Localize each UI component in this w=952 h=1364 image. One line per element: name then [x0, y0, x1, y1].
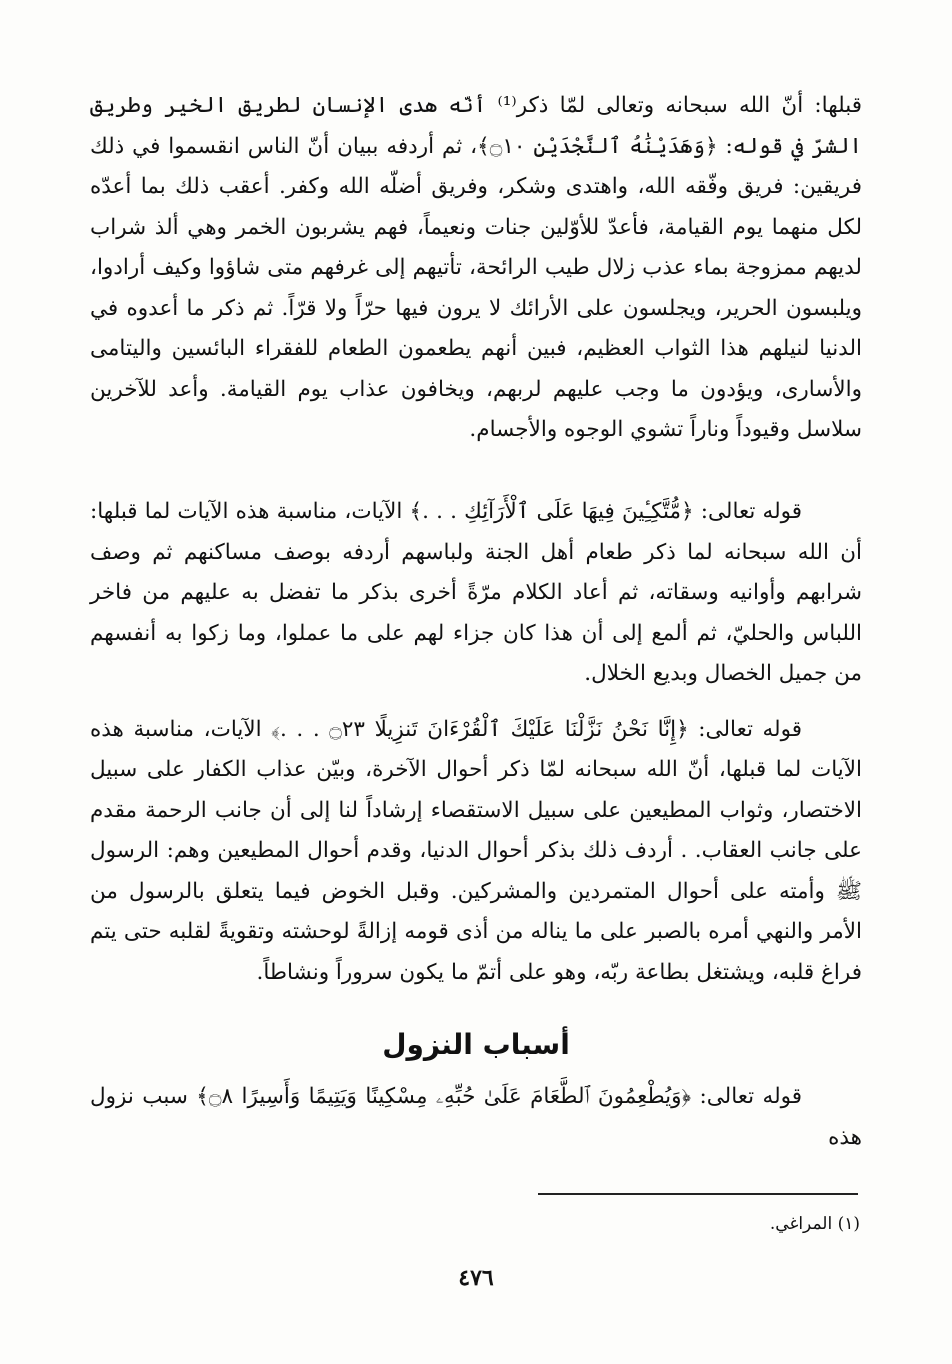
footnote: (١) المراغي. [769, 1214, 860, 1234]
page-number: ٤٧٦ [458, 1265, 494, 1291]
footnote-divider [538, 1193, 858, 1195]
paragraph-1: قبلها: أنّ الله سبحانه وتعالى لمّا ذكر⁽¹⁾ أنّه هدى الإنسان لطريق الخير وطريق الشرّ في قوله: ﴿وَهَدَيْنَٰهُ ٱلنَّجْدَيْنِ ۝١٠﴾، ثم أردفه ببيان أنّ الناس انقسموا في ذلك فريقين: فريق وفّقه الله، واهتدى وشكر، وفريق أضلّه الله وكفر. أعقب ذلك بما أعدّه لكل منهما يوم القيامة، فأعدّ للأوّلين جنات ونعيماً، فهم يشربون الخمر وهي ألذ شراب لديهم ممزوجة بماء عذب زلال طيب الرائحة، تأتيهم إلى غرفهم متى شاؤوا وكيف أرادوا، ويلبسون الحرير، ويجلسون على الأرائك لا يرون فيها حرّاً ولا قرّاً. ثم ذكر ما أعدوه في الدنيا لنيلهم هذا الثواب العظيم، فبين أنهم يطعمون الطعام للفقراء البائسين واليتامى والأسارى، ويؤدون ما وجب عليهم لربهم، ويخافون عذاب يوم القيامة. وأعد للآخرين سلاسل وقيوداً وناراً تشوي الوجوه والأجسام. [90, 93, 862, 442]
section-heading: أسباب النزول [382, 1028, 570, 1061]
paragraph-2: قوله تعالى: ﴿مُّتَّكِـِٔينَ فِيهَا عَلَى ٱلْأَرَآئِكِ . . .﴾ الآيات، مناسبة هذه الآيات لما قبلها: أن الله سبحانه لما ذكر طعام أهل الجنة ولباسهم أردفه بوصف مساكنهم ثم وصف شرابهم وأوانيه وسقاته، ثم أعاد الكلام مرّةً أخرى بذكر ما تفضل به عليهم من فاخر اللباس والحليّ، ثم ألمع إلى أن هذا كان جزاء لهم على ما عملوا، وما زكوا به أنفسهم من جميل الخصال وبديع الخلال. [90, 499, 862, 686]
page-body [90, 86, 862, 1158]
paragraph-4: قوله تعالى: ﴿وَيُطْعِمُونَ ٱلطَّعَامَ عَلَىٰ حُبِّهِۦ مِسْكِينًا وَيَتِيمًا وَأَسِيرًا ۝٨﴾ سبب نزول هذه [90, 1084, 862, 1150]
paragraph-3: قوله تعالى: ﴿إِنَّا نَحْنُ نَزَّلْنَا عَلَيْكَ ٱلْقُرْءَانَ تَنزِيلًا ۝٢٣ . . .﴾ الآيات، مناسبة هذه الآيات لما قبلها، أنّ الله سبحانه لمّا ذكر أحوال الآخرة، وبيّن عذاب الكفار على سبيل الاختصار، وثواب المطيعين على سبيل الاستقصاء إرشاداً لنا إلى أن جانب الرحمة مقدم على جانب العقاب. . أردف ذلك بذكر أحوال الدنيا، وقدم أحوال المطيعين وهم: الرسول ﷺ وأمته على أحوال المتمردين والمشركين. وقبل الخوض فيما يتعلق بالرسول من الأمر والنهي أمره بالصبر على ما يناله من أذى قومه إزالةً لوحشته وتقويةً لقلبه حتى يتم فراغ قلبه، ويشتغل بطاعة ربّه، وهو على أتمّ ما يكون سروراً ونشاطاً. [90, 716, 862, 985]
